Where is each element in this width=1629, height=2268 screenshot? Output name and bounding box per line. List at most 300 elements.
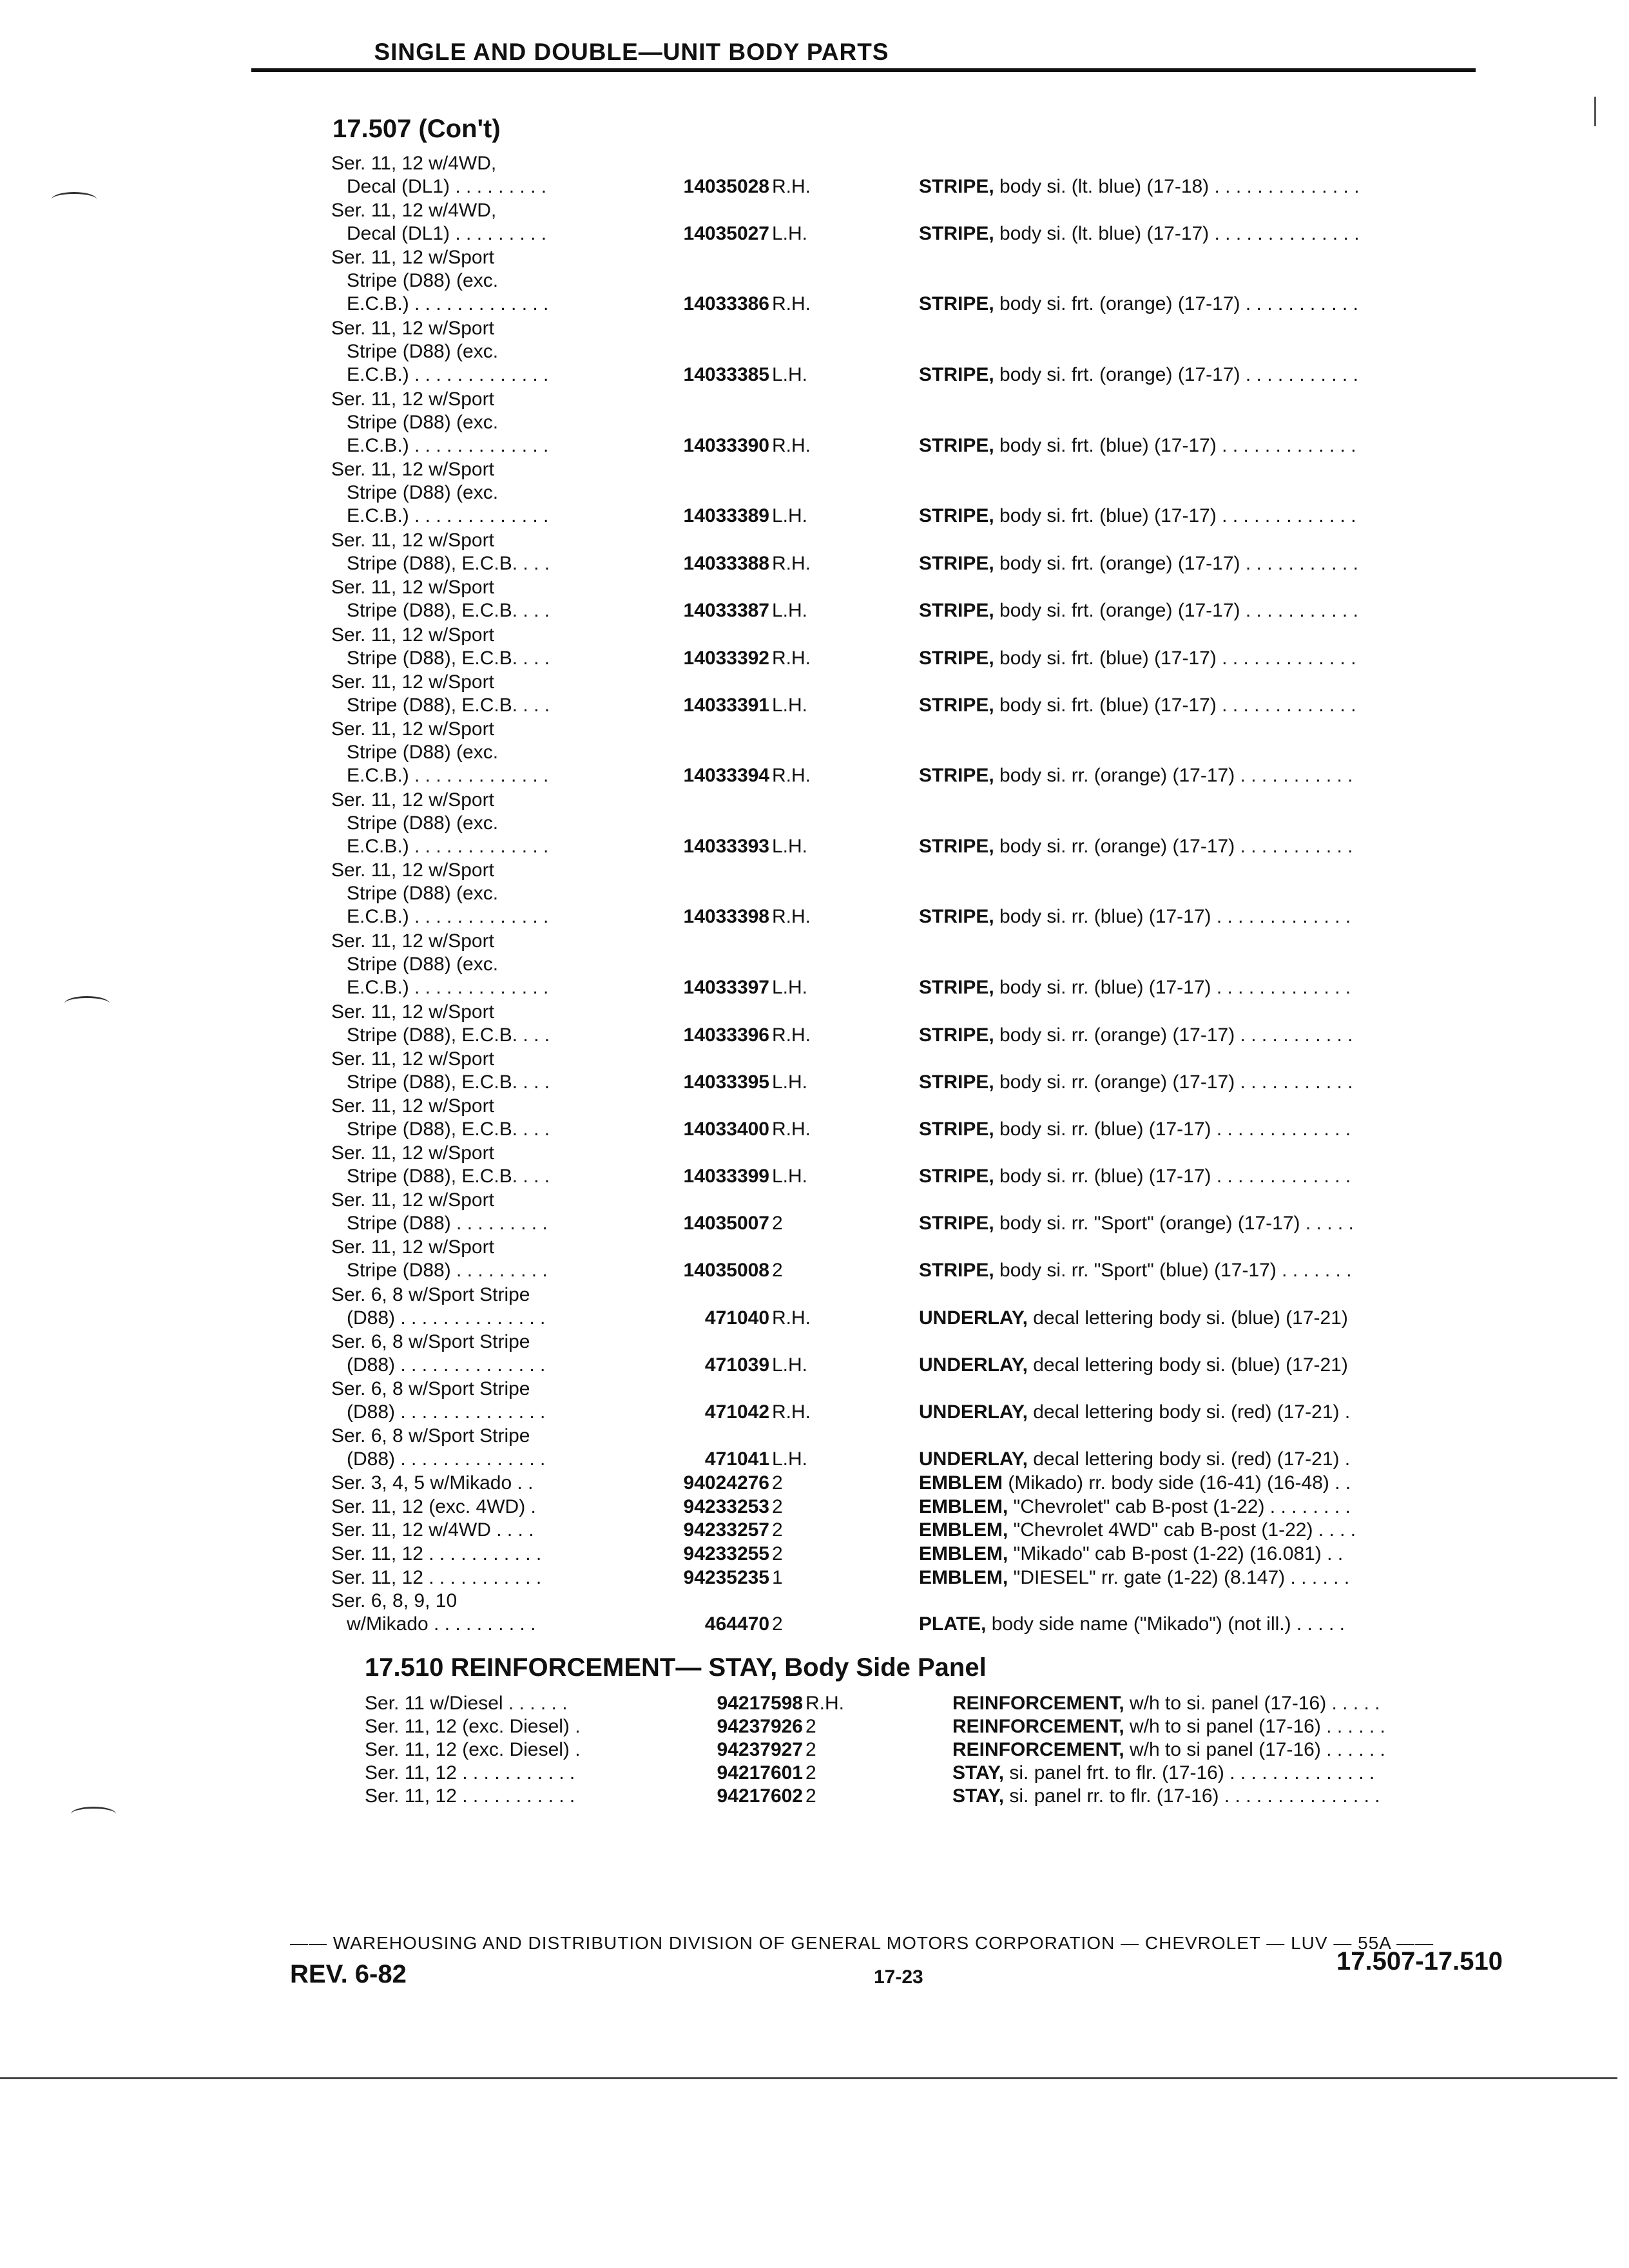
- parts-row: [331, 1331, 1491, 1377]
- part-name-detail: body side name ("Mikado") (not ill.) . . . . .: [986, 1613, 1345, 1635]
- part-number: 14033394: [683, 764, 769, 786]
- part-name-keyword: STRIPE,: [919, 364, 994, 386]
- usage-description: [331, 576, 615, 622]
- usage-description-line: Stripe (D88), E.C.B. . . .: [347, 1166, 550, 1187]
- usage-description-line: (D88) . . . . . . . . . . . . . .: [347, 1448, 546, 1470]
- part-name-detail: body si. rr. "Sport" (orange) (17-17) . . . . .: [994, 1213, 1354, 1235]
- quantity: R.H.: [772, 1024, 811, 1046]
- parts-row: [365, 1715, 1525, 1738]
- usage-description-line: Ser. 11, 12 (exc. Diesel) .: [365, 1716, 581, 1737]
- parts-row: [331, 1189, 1491, 1235]
- usage-description-line: Decal (DL1) . . . . . . . . .: [347, 223, 547, 245]
- part-name: [952, 1785, 1519, 1808]
- usage-description-line: Ser. 6, 8 w/Sport Stripe: [331, 1425, 530, 1447]
- part-number: 14035007: [683, 1213, 769, 1235]
- section-heading-17510: 17.510 REINFORCEMENT— STAY, Body Side Panel: [365, 1653, 987, 1682]
- usage-description: [331, 930, 615, 999]
- quantity: L.H.: [772, 505, 808, 527]
- quantity: 1: [772, 1566, 783, 1588]
- scan-mark: [64, 996, 110, 1011]
- part-name-detail: body si. frt. (orange) (17-17) . . . . . . . . . . .: [994, 364, 1358, 386]
- usage-description: [365, 1715, 648, 1738]
- parts-row: [331, 789, 1491, 858]
- part-name: [919, 1566, 1486, 1590]
- part-number: 94235235: [683, 1566, 769, 1588]
- parts-row: [331, 671, 1491, 717]
- quantity: L.H.: [772, 223, 808, 245]
- usage-description-line: Stripe (D88) (exc.: [347, 741, 499, 763]
- usage-description-line: Ser. 11, 12 w/Sport: [331, 624, 494, 646]
- part-number: 14035027: [683, 223, 769, 245]
- part-name: [919, 1354, 1486, 1377]
- usage-description: [331, 624, 615, 670]
- usage-description-line: Ser. 11, 12 w/4WD,: [331, 200, 497, 222]
- quantity: R.H.: [772, 906, 811, 928]
- header-rule: [251, 68, 1476, 72]
- usage-description: [331, 1095, 615, 1141]
- part-number: 14033385: [683, 364, 769, 386]
- part-name-detail: body si. frt. (orange) (17-17) . . . . . . . . . . .: [994, 553, 1358, 575]
- quantity: L.H.: [772, 364, 808, 386]
- usage-description: [331, 199, 615, 245]
- part-name-detail: body si. rr. (orange) (17-17) . . . . . . . . . . .: [994, 835, 1353, 857]
- usage-description-line: Ser. 11, 12 . . . . . . . . . . .: [365, 1785, 575, 1807]
- usage-description: [365, 1692, 648, 1715]
- quantity: L.H.: [772, 1448, 808, 1470]
- part-name: [919, 1613, 1486, 1636]
- usage-description-line: Ser. 11, 12 w/Sport: [331, 388, 494, 410]
- quantity: R.H.: [805, 1693, 844, 1714]
- usage-description: [331, 1378, 615, 1424]
- part-name: [919, 363, 1486, 387]
- usage-description-line: Ser. 11, 12 w/Sport: [331, 1001, 494, 1023]
- parts-row: [331, 246, 1491, 316]
- part-name-keyword: REINFORCEMENT,: [952, 1693, 1124, 1714]
- part-name-detail: decal lettering body si. (blue) (17-21): [1027, 1354, 1348, 1376]
- part-number: 14033398: [683, 906, 769, 928]
- parts-row: [331, 1590, 1491, 1636]
- part-name-detail: body si. frt. (blue) (17-17) . . . . . . . . . . . . .: [994, 434, 1356, 456]
- usage-description-line: Ser. 11, 12 (exc. Diesel) .: [365, 1739, 581, 1760]
- parts-row: [331, 388, 1491, 457]
- parts-row: [331, 718, 1491, 787]
- usage-description-line: Ser. 11, 12 w/Sport: [331, 1236, 494, 1258]
- usage-description-line: Ser. 11, 12 w/Sport: [331, 318, 494, 340]
- usage-description-line: Ser. 11, 12 . . . . . . . . . . .: [331, 1566, 542, 1588]
- part-name: [919, 1118, 1486, 1141]
- part-name: [919, 976, 1486, 999]
- part-name-detail: "DIESEL" rr. gate (1-22) (8.147) . . . . . .: [1008, 1566, 1350, 1588]
- usage-description-line: Ser. 11, 12 w/Sport: [331, 718, 494, 740]
- page-number: 17-23: [874, 1966, 923, 1988]
- usage-description: [331, 152, 615, 198]
- quantity: 2: [772, 1495, 783, 1517]
- usage-description: [331, 317, 615, 387]
- part-name-detail: body si. rr. (blue) (17-17) . . . . . . . . . . . . .: [994, 1166, 1351, 1187]
- part-number: 94024276: [683, 1472, 769, 1494]
- scan-mark: [52, 192, 97, 207]
- part-name-keyword: STRIPE,: [919, 1260, 994, 1282]
- part-name-keyword: UNDERLAY,: [919, 1401, 1028, 1423]
- usage-description: [331, 246, 615, 316]
- part-name: [919, 905, 1486, 928]
- parts-row: [331, 1495, 1491, 1519]
- usage-description-line: Ser. 3, 4, 5 w/Mikado . .: [331, 1472, 534, 1494]
- usage-description-line: Stripe (D88) . . . . . . . . .: [347, 1213, 548, 1235]
- bottom-rule: [0, 2077, 1617, 2079]
- usage-description: [365, 1738, 648, 1762]
- part-name-keyword: EMBLEM,: [919, 1495, 1008, 1517]
- part-name-keyword: STRIPE,: [919, 1024, 994, 1046]
- usage-description: [365, 1762, 648, 1785]
- parts-row: [365, 1692, 1525, 1715]
- part-name: [919, 835, 1486, 858]
- part-number: 14033392: [683, 647, 769, 669]
- usage-description: [331, 1331, 615, 1377]
- usage-description: [331, 671, 615, 717]
- usage-description-line: Ser. 11, 12 w/Sport: [331, 577, 494, 599]
- part-name: [919, 1401, 1486, 1424]
- parts-row: [331, 624, 1491, 670]
- quantity: 2: [772, 1519, 783, 1541]
- usage-description-line: Ser. 11, 12 w/Sport: [331, 930, 494, 952]
- quantity: L.H.: [772, 1166, 808, 1187]
- part-name-keyword: STRIPE,: [919, 505, 994, 527]
- usage-description: [331, 1425, 615, 1471]
- page-header-title: SINGLE AND DOUBLE—UNIT BODY PARTS: [374, 39, 889, 65]
- part-name: [919, 1542, 1486, 1566]
- usage-description-line: Stripe (D88), E.C.B. . . .: [347, 647, 550, 669]
- part-name: [919, 694, 1486, 717]
- part-name-keyword: STRIPE,: [919, 906, 994, 928]
- revision-label: REV. 6-82: [290, 1960, 407, 1988]
- part-name: [952, 1738, 1519, 1762]
- part-number: 471039: [704, 1354, 769, 1376]
- part-number: 471041: [704, 1448, 769, 1470]
- usage-description-line: E.C.B.) . . . . . . . . . . . . .: [347, 906, 549, 928]
- usage-description-line: E.C.B.) . . . . . . . . . . . . .: [347, 764, 549, 786]
- footer-line: —— WAREHOUSING AND DISTRIBUTION DIVISION OF GENERAL MOTORS CORPORATION — CHEVROLET — LUV — 55A ——: [290, 1933, 1434, 1953]
- part-name-detail: w/h to si panel (17-16) . . . . . .: [1124, 1739, 1385, 1760]
- part-number: 94217601: [717, 1762, 803, 1783]
- quantity: R.H.: [772, 553, 811, 575]
- part-name-detail: si. panel rr. to flr. (17-16) . . . . . . . . . . . . . . .: [1004, 1785, 1380, 1807]
- usage-description-line: Ser. 11 w/Diesel . . . . . .: [365, 1693, 568, 1714]
- usage-description-line: Ser. 11, 12 w/Sport: [331, 1142, 494, 1164]
- part-name-keyword: STRIPE,: [919, 977, 994, 998]
- usage-description-line: Stripe (D88), E.C.B. . . .: [347, 1119, 550, 1140]
- parts-row: [331, 1095, 1491, 1141]
- part-name-keyword: UNDERLAY,: [919, 1448, 1028, 1470]
- usage-description: [331, 1472, 615, 1495]
- part-number: 471040: [704, 1307, 769, 1329]
- part-name: [919, 1165, 1486, 1188]
- usage-description: [331, 789, 615, 858]
- usage-description-line: Stripe (D88) (exc.: [347, 341, 499, 363]
- parts-row: [331, 1048, 1491, 1094]
- quantity: R.H.: [772, 647, 811, 669]
- usage-description: [331, 1142, 615, 1188]
- part-name: [919, 599, 1486, 622]
- usage-description-line: Ser. 11, 12 w/Sport: [331, 1095, 494, 1117]
- part-name-detail: (Mikado) rr. body side (16-41) (16-48) . .: [1003, 1472, 1351, 1494]
- parts-row: [331, 1542, 1491, 1566]
- part-number: 14033389: [683, 505, 769, 527]
- part-name-keyword: EMBLEM: [919, 1472, 1003, 1494]
- part-name-keyword: STAY,: [952, 1762, 1005, 1783]
- part-name-keyword: STRIPE,: [919, 764, 994, 786]
- usage-description: [331, 1189, 615, 1235]
- parts-row: [331, 317, 1491, 387]
- part-number: 94237926: [717, 1716, 803, 1737]
- usage-description-line: Stripe (D88), E.C.B. . . .: [347, 553, 550, 575]
- part-name-keyword: REINFORCEMENT,: [952, 1739, 1124, 1760]
- parts-row: [331, 1142, 1491, 1188]
- part-number: 464470: [704, 1613, 769, 1635]
- usage-description-line: Stripe (D88) (exc.: [347, 482, 499, 504]
- usage-description-line: Ser. 11, 12 w/Sport: [331, 247, 494, 269]
- quantity: R.H.: [772, 1119, 811, 1140]
- part-name: [919, 1259, 1486, 1282]
- part-number: 94237927: [717, 1739, 803, 1760]
- quantity: 2: [772, 1260, 783, 1282]
- part-name: [952, 1715, 1519, 1738]
- parts-row: [331, 458, 1491, 528]
- part-name-keyword: REINFORCEMENT,: [952, 1716, 1124, 1737]
- part-name-detail: w/h to si. panel (17-16) . . . . .: [1124, 1693, 1380, 1714]
- part-name: [919, 552, 1486, 575]
- part-name-keyword: STRIPE,: [919, 600, 994, 622]
- part-number: 14033387: [683, 600, 769, 622]
- section-range: 17.507-17.510: [1336, 1947, 1503, 1975]
- parts-row: [365, 1738, 1525, 1762]
- usage-description-line: E.C.B.) . . . . . . . . . . . . .: [347, 977, 549, 998]
- quantity: 2: [805, 1785, 816, 1807]
- part-name-detail: body si. rr. (orange) (17-17) . . . . . . . . . . .: [994, 1071, 1353, 1093]
- part-number: 94217598: [717, 1693, 803, 1714]
- part-name-keyword: STRIPE,: [919, 223, 994, 245]
- usage-description-line: Stripe (D88) (exc.: [347, 954, 499, 975]
- quantity: R.H.: [772, 293, 811, 315]
- usage-description-line: (D88) . . . . . . . . . . . . . .: [347, 1354, 546, 1376]
- usage-description-line: Ser. 11, 12 (exc. 4WD) .: [331, 1495, 536, 1517]
- parts-row: [331, 1425, 1491, 1471]
- usage-description-line: Ser. 11, 12 w/Sport: [331, 671, 494, 693]
- part-name-detail: body si. rr. "Sport" (blue) (17-17) . . . . . . .: [994, 1260, 1352, 1282]
- part-number: 94233253: [683, 1495, 769, 1517]
- usage-description: [331, 1519, 615, 1542]
- parts-row: [331, 1566, 1491, 1590]
- usage-description: [331, 1590, 615, 1636]
- part-name: [919, 1472, 1486, 1495]
- usage-description: [331, 458, 615, 528]
- parts-row: [331, 1472, 1491, 1495]
- part-name-detail: "Chevrolet" cab B-post (1-22) . . . . . . . .: [1008, 1495, 1351, 1517]
- parts-row: [331, 529, 1491, 575]
- part-name-detail: body si. rr. (orange) (17-17) . . . . . . . . . . .: [994, 1024, 1353, 1046]
- part-name-keyword: STRIPE,: [919, 1166, 994, 1187]
- usage-description-line: Stripe (D88) (exc.: [347, 883, 499, 905]
- usage-description-line: Stripe (D88) (exc.: [347, 270, 499, 292]
- usage-description-line: Decal (DL1) . . . . . . . . .: [347, 176, 547, 197]
- parts-row: [365, 1785, 1525, 1808]
- parts-row: [331, 859, 1491, 928]
- part-number: 14033386: [683, 293, 769, 315]
- part-name-keyword: STRIPE,: [919, 1071, 994, 1093]
- part-name-detail: w/h to si panel (17-16) . . . . . .: [1124, 1716, 1385, 1737]
- parts-row: [331, 930, 1491, 999]
- part-number: 94233257: [683, 1519, 769, 1541]
- part-name-detail: decal lettering body si. (red) (17-21) .: [1027, 1448, 1351, 1470]
- parts-row: [331, 1519, 1491, 1542]
- usage-description-line: E.C.B.) . . . . . . . . . . . . .: [347, 505, 549, 527]
- part-name: [919, 434, 1486, 457]
- part-name: [919, 1519, 1486, 1542]
- parts-row: [331, 576, 1491, 622]
- scan-mark: [1594, 97, 1596, 126]
- usage-description-line: Ser. 11, 12 w/Sport: [331, 789, 494, 811]
- quantity: 2: [805, 1739, 816, 1760]
- usage-description-line: (D88) . . . . . . . . . . . . . .: [347, 1307, 546, 1329]
- part-name-keyword: PLATE,: [919, 1613, 987, 1635]
- part-name-keyword: STRIPE,: [919, 647, 994, 669]
- part-name: [952, 1692, 1519, 1715]
- usage-description-line: Stripe (D88), E.C.B. . . .: [347, 1071, 550, 1093]
- section-heading-17507: 17.507 (Con't): [333, 115, 501, 143]
- scan-mark: [71, 1807, 116, 1821]
- usage-description-line: (D88) . . . . . . . . . . . . . .: [347, 1401, 546, 1423]
- quantity: L.H.: [772, 1071, 808, 1093]
- part-number: 94217602: [717, 1785, 803, 1807]
- part-name: [919, 1448, 1486, 1471]
- usage-description-line: Ser. 6, 8 w/Sport Stripe: [331, 1378, 530, 1399]
- part-name-keyword: UNDERLAY,: [919, 1307, 1028, 1329]
- part-name: [919, 1212, 1486, 1235]
- quantity: 2: [772, 1542, 783, 1564]
- parts-row: [331, 1283, 1491, 1330]
- usage-description-line: Ser. 11, 12 . . . . . . . . . . .: [365, 1762, 575, 1783]
- usage-description-line: Stripe (D88), E.C.B. . . .: [347, 1024, 550, 1046]
- usage-description: [331, 1001, 615, 1047]
- part-number: 14033388: [683, 553, 769, 575]
- part-name-keyword: STRIPE,: [919, 434, 994, 456]
- part-name-detail: body si. rr. (blue) (17-17) . . . . . . . . . . . . .: [994, 1119, 1351, 1140]
- parts-row: [331, 1001, 1491, 1047]
- usage-description: [331, 529, 615, 575]
- quantity: R.H.: [772, 176, 811, 197]
- usage-description-line: Ser. 11, 12 w/4WD,: [331, 153, 497, 174]
- quantity: 2: [772, 1472, 783, 1494]
- quantity: L.H.: [772, 600, 808, 622]
- usage-description-line: E.C.B.) . . . . . . . . . . . . .: [347, 434, 549, 456]
- part-name-keyword: UNDERLAY,: [919, 1354, 1028, 1376]
- part-name-detail: body si. frt. (orange) (17-17) . . . . . . . . . . .: [994, 293, 1358, 315]
- part-name-detail: si. panel frt. to flr. (17-16) . . . . . . . . . . . . . .: [1004, 1762, 1375, 1783]
- quantity: 2: [772, 1213, 783, 1235]
- part-number: 14035008: [683, 1260, 769, 1282]
- quantity: 2: [772, 1613, 783, 1635]
- part-name-keyword: STRIPE,: [919, 553, 994, 575]
- part-name-detail: "Mikado" cab B-post (1-22) (16.081) . .: [1008, 1542, 1344, 1564]
- part-name-keyword: STRIPE,: [919, 176, 994, 197]
- part-name-detail: body si. (lt. blue) (17-17) . . . . . . . . . . . . . .: [994, 223, 1360, 245]
- part-name-keyword: EMBLEM,: [919, 1542, 1008, 1564]
- part-name-keyword: STRIPE,: [919, 694, 994, 716]
- part-name: [919, 1495, 1486, 1519]
- part-name-detail: body si. rr. (orange) (17-17) . . . . . . . . . . .: [994, 764, 1353, 786]
- part-name-detail: body si. frt. (blue) (17-17) . . . . . . . . . . . . .: [994, 694, 1356, 716]
- part-name-detail: "Chevrolet 4WD" cab B-post (1-22) . . . .: [1008, 1519, 1356, 1541]
- usage-description-line: Ser. 6, 8, 9, 10: [331, 1590, 458, 1612]
- part-name-keyword: STRIPE,: [919, 835, 994, 857]
- quantity: 2: [805, 1762, 816, 1783]
- part-name-detail: decal lettering body si. (red) (17-21) .: [1027, 1401, 1351, 1423]
- quantity: R.H.: [772, 1401, 811, 1423]
- quantity: R.H.: [772, 434, 811, 456]
- part-name: [919, 222, 1486, 245]
- usage-description: [331, 388, 615, 457]
- parts-row: [331, 1378, 1491, 1424]
- usage-description: [331, 1236, 615, 1282]
- usage-description-line: Ser. 11, 12 . . . . . . . . . . .: [331, 1542, 542, 1564]
- quantity: R.H.: [772, 764, 811, 786]
- part-number: 14033397: [683, 977, 769, 998]
- part-name-detail: decal lettering body si. (blue) (17-21): [1027, 1307, 1348, 1329]
- part-name: [919, 647, 1486, 670]
- part-name: [919, 1024, 1486, 1047]
- parts-row: [331, 199, 1491, 245]
- usage-description: [331, 718, 615, 787]
- usage-description: [331, 1283, 615, 1330]
- usage-description-line: E.C.B.) . . . . . . . . . . . . .: [347, 835, 549, 857]
- part-name-detail: body si. frt. (orange) (17-17) . . . . . . . . . . .: [994, 600, 1358, 622]
- part-name: [952, 1762, 1519, 1785]
- parts-row: [365, 1762, 1525, 1785]
- part-name: [919, 175, 1486, 198]
- usage-description-line: E.C.B.) . . . . . . . . . . . . .: [347, 293, 549, 315]
- usage-description: [365, 1785, 648, 1808]
- part-number: 14035028: [683, 176, 769, 197]
- parts-row: [331, 152, 1491, 198]
- usage-description-line: Ser. 11, 12 w/Sport: [331, 1189, 494, 1211]
- usage-description-line: Stripe (D88), E.C.B. . . .: [347, 694, 550, 716]
- part-number: 471042: [704, 1401, 769, 1423]
- usage-description: [331, 1566, 615, 1590]
- part-number: 14033391: [683, 694, 769, 716]
- part-name-keyword: EMBLEM,: [919, 1519, 1008, 1541]
- usage-description: [331, 1495, 615, 1519]
- part-number: 14033396: [683, 1024, 769, 1046]
- usage-description: [331, 1048, 615, 1094]
- part-name-detail: body si. rr. (blue) (17-17) . . . . . . . . . . . . .: [994, 906, 1351, 928]
- part-name-keyword: EMBLEM,: [919, 1566, 1008, 1588]
- usage-description-line: Ser. 11, 12 w/Sport: [331, 860, 494, 881]
- quantity: L.H.: [772, 977, 808, 998]
- quantity: L.H.: [772, 694, 808, 716]
- part-number: 14033390: [683, 434, 769, 456]
- usage-description-line: E.C.B.) . . . . . . . . . . . . .: [347, 364, 549, 386]
- quantity: 2: [805, 1716, 816, 1737]
- part-name-keyword: STRIPE,: [919, 293, 994, 315]
- quantity: L.H.: [772, 1354, 808, 1376]
- part-name-detail: body si. frt. (blue) (17-17) . . . . . . . . . . . . .: [994, 647, 1356, 669]
- usage-description: [331, 859, 615, 928]
- usage-description-line: w/Mikado . . . . . . . . . .: [347, 1613, 536, 1635]
- part-name: [919, 764, 1486, 787]
- part-number: 14033400: [683, 1119, 769, 1140]
- usage-description-line: Ser. 11, 12 w/Sport: [331, 1048, 494, 1070]
- quantity: L.H.: [772, 835, 808, 857]
